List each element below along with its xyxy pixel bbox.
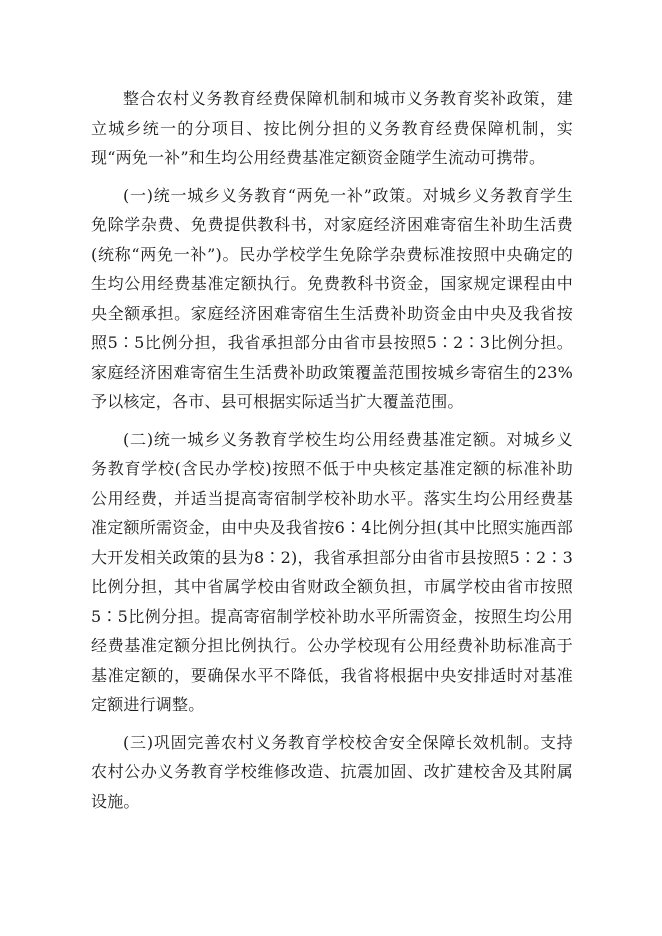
paragraph-section-1: (一)统一城乡义务教育“两免一补”政策。对城乡义务教育学生免除学杂费、免费提供教科书，对家庭经济困难寄宿生补助生活费(统称“两免一补”)。民办学校学生免除学杂费标准按照中央确定的生均公用经费基准定额执行。免费教科书资金，国家规定课程由中央全额承担。家庭经济困难寄宿生生活费补助资金由中央及我省按照5∶5比例分担，我省承担部分由省市县按照5∶2∶3比例分担。家庭经济困难寄宿生生活费补助政策覆盖范围按城乡寄宿生的23%予以核定，各市、县可根据实际适当扩大覆盖范围。: [91, 185, 573, 411]
paragraph-intro: 整合农村义务教育经费保障机制和城市义务教育奖补政策，建立城乡统一的分项目、按比例分担的义务教育经费保障机制，实现“两免一补”和生均公用经费基准定额资金随学生流动可携带。: [91, 89, 573, 167]
paragraph-section-2: (二)统一城乡义务教育学校生均公用经费基准定额。对城乡义务教育学校(含民办学校)按照不低于中央核定基准定额的标准补助公用经费，并适当提高寄宿制学校补助水平。落实生均公用经费基准定额所需资金，由中央及我省按6∶4比例分担(其中比照实施西部大开发相关政策的县为8∶2)，我省承担部分由省市县按照5∶2∶3比例分担，其中省属学校由省财政全额负担，市属学校由省市按照5∶5比例分担。提高寄宿制学校补助水平所需资金，按照生均公用经费基准定额分担比例执行。公办学校现有公用经费补助标准高于基准定额的，要确保水平不降低，我省将根据中央安排适时对基准定额进行调整。: [91, 429, 573, 714]
document-body: [91, 84, 573, 824]
paragraph-section-3: (三)巩固完善农村义务教育学校校舍安全保障长效机制。支持农村公办义务教育学校维修改造、抗震加固、改扩建校舍及其附属设施。: [91, 732, 573, 811]
